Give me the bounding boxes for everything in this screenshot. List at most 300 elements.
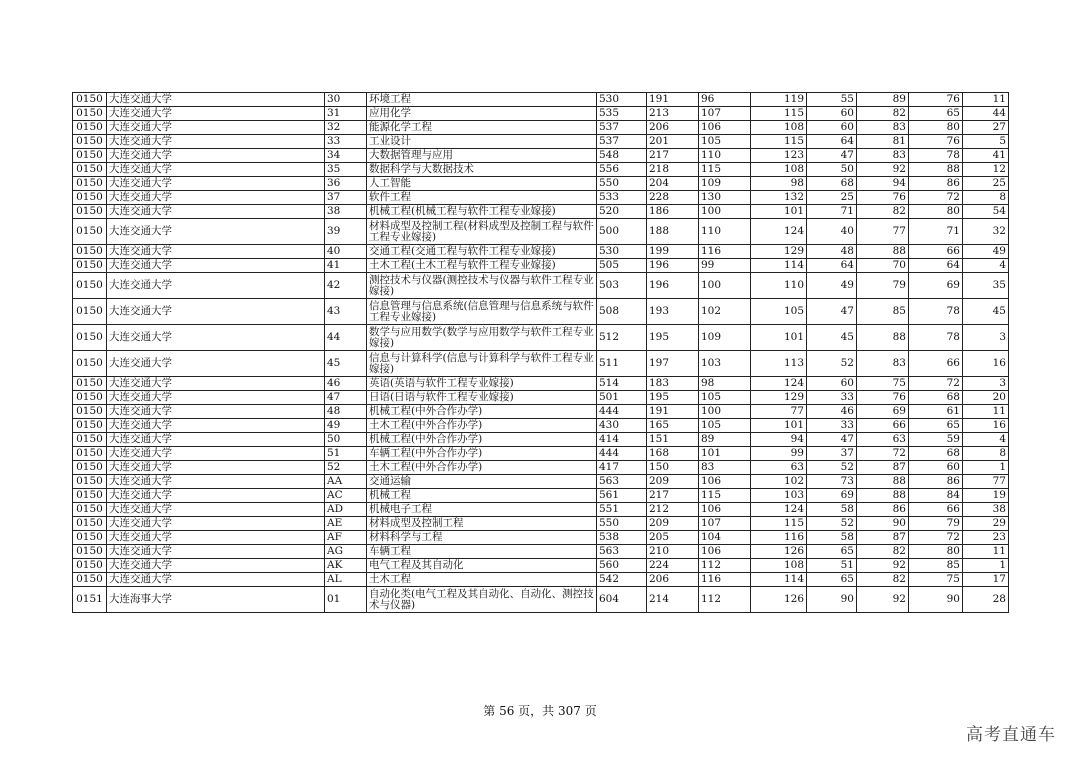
score-a-cell: 193 bbox=[647, 299, 699, 325]
score-b-cell: 130 bbox=[699, 191, 751, 205]
table-row bbox=[73, 163, 1009, 177]
score-total-cell: 548 bbox=[597, 149, 647, 163]
score-f-cell: 66 bbox=[909, 351, 963, 377]
score-e-cell: 83 bbox=[857, 351, 909, 377]
score-c-cell: 124 bbox=[751, 377, 807, 391]
school-name-cell: 大连交通大学 bbox=[107, 531, 325, 545]
score-c-cell: 77 bbox=[751, 405, 807, 419]
score-total-cell: 560 bbox=[597, 559, 647, 573]
score-c-cell: 105 bbox=[751, 299, 807, 325]
table-row bbox=[73, 587, 1009, 613]
major-name-cell: 应用化学 bbox=[367, 107, 597, 121]
score-d-cell: 58 bbox=[807, 503, 857, 517]
score-total-cell: 520 bbox=[597, 205, 647, 219]
school-name-cell: 大连交通大学 bbox=[107, 545, 325, 559]
score-c-cell: 98 bbox=[751, 177, 807, 191]
score-total-cell: 501 bbox=[597, 391, 647, 405]
major-code-cell: 39 bbox=[325, 219, 367, 245]
score-f-cell: 68 bbox=[909, 391, 963, 405]
major-name-cell: 信息管理与信息系统(信息管理与信息系统与软件工程专业嫁接) bbox=[367, 299, 597, 325]
table-row bbox=[73, 531, 1009, 545]
score-a-cell: 186 bbox=[647, 205, 699, 219]
score-c-cell: 114 bbox=[751, 573, 807, 587]
count-cell: 4 bbox=[963, 259, 1009, 273]
score-total-cell: 530 bbox=[597, 93, 647, 107]
score-b-cell: 103 bbox=[699, 351, 751, 377]
score-e-cell: 87 bbox=[857, 461, 909, 475]
score-b-cell: 112 bbox=[699, 559, 751, 573]
count-cell: 11 bbox=[963, 545, 1009, 559]
score-total-cell: 505 bbox=[597, 259, 647, 273]
score-e-cell: 81 bbox=[857, 135, 909, 149]
score-f-cell: 66 bbox=[909, 503, 963, 517]
school-name-cell: 大连交通大学 bbox=[107, 503, 325, 517]
score-e-cell: 82 bbox=[857, 573, 909, 587]
watermark: 高考直通车 bbox=[966, 725, 1056, 745]
score-c-cell: 114 bbox=[751, 259, 807, 273]
score-f-cell: 88 bbox=[909, 163, 963, 177]
score-c-cell: 113 bbox=[751, 351, 807, 377]
school-name-cell: 大连交通大学 bbox=[107, 299, 325, 325]
score-d-cell: 50 bbox=[807, 163, 857, 177]
major-code-cell: 44 bbox=[325, 325, 367, 351]
count-cell: 19 bbox=[963, 489, 1009, 503]
score-a-cell: 217 bbox=[647, 489, 699, 503]
school-code-cell: 0150 bbox=[73, 219, 107, 245]
score-b-cell: 116 bbox=[699, 245, 751, 259]
score-f-cell: 86 bbox=[909, 475, 963, 489]
score-e-cell: 87 bbox=[857, 531, 909, 545]
school-code-cell: 0150 bbox=[73, 273, 107, 299]
score-a-cell: 165 bbox=[647, 419, 699, 433]
score-c-cell: 115 bbox=[751, 135, 807, 149]
score-e-cell: 83 bbox=[857, 149, 909, 163]
score-a-cell: 224 bbox=[647, 559, 699, 573]
score-b-cell: 110 bbox=[699, 149, 751, 163]
school-name-cell: 大连交通大学 bbox=[107, 191, 325, 205]
score-d-cell: 52 bbox=[807, 517, 857, 531]
major-name-cell: 机械工程(中外合作办学) bbox=[367, 433, 597, 447]
score-b-cell: 101 bbox=[699, 447, 751, 461]
count-cell: 28 bbox=[963, 587, 1009, 613]
score-c-cell: 99 bbox=[751, 447, 807, 461]
school-name-cell: 大连交通大学 bbox=[107, 433, 325, 447]
count-cell: 11 bbox=[963, 93, 1009, 107]
score-e-cell: 88 bbox=[857, 489, 909, 503]
major-code-cell: AG bbox=[325, 545, 367, 559]
score-f-cell: 72 bbox=[909, 531, 963, 545]
major-name-cell: 土木工程(中外合作办学) bbox=[367, 419, 597, 433]
score-total-cell: 550 bbox=[597, 177, 647, 191]
score-b-cell: 107 bbox=[699, 517, 751, 531]
count-cell: 44 bbox=[963, 107, 1009, 121]
score-d-cell: 55 bbox=[807, 93, 857, 107]
score-b-cell: 115 bbox=[699, 163, 751, 177]
school-code-cell: 0150 bbox=[73, 121, 107, 135]
score-d-cell: 65 bbox=[807, 545, 857, 559]
score-f-cell: 61 bbox=[909, 405, 963, 419]
table-row bbox=[73, 475, 1009, 489]
count-cell: 25 bbox=[963, 177, 1009, 191]
score-c-cell: 101 bbox=[751, 325, 807, 351]
score-f-cell: 80 bbox=[909, 121, 963, 135]
school-name-cell: 大连交通大学 bbox=[107, 135, 325, 149]
table-row bbox=[73, 377, 1009, 391]
score-d-cell: 33 bbox=[807, 419, 857, 433]
score-a-cell: 191 bbox=[647, 405, 699, 419]
score-c-cell: 126 bbox=[751, 587, 807, 613]
count-cell: 38 bbox=[963, 503, 1009, 517]
table-row bbox=[73, 273, 1009, 299]
score-c-cell: 101 bbox=[751, 205, 807, 219]
score-e-cell: 77 bbox=[857, 219, 909, 245]
major-name-cell: 机械电子工程 bbox=[367, 503, 597, 517]
score-d-cell: 60 bbox=[807, 121, 857, 135]
major-name-cell: 土木工程(中外合作办学) bbox=[367, 461, 597, 475]
major-name-cell: 能源化学工程 bbox=[367, 121, 597, 135]
score-e-cell: 92 bbox=[857, 559, 909, 573]
school-name-cell: 大连交通大学 bbox=[107, 163, 325, 177]
major-code-cell: 33 bbox=[325, 135, 367, 149]
score-d-cell: 51 bbox=[807, 559, 857, 573]
table-row bbox=[73, 245, 1009, 259]
score-total-cell: 535 bbox=[597, 107, 647, 121]
score-total-cell: 537 bbox=[597, 135, 647, 149]
school-code-cell: 0150 bbox=[73, 149, 107, 163]
school-name-cell: 大连交通大学 bbox=[107, 107, 325, 121]
score-b-cell: 106 bbox=[699, 475, 751, 489]
count-cell: 35 bbox=[963, 273, 1009, 299]
score-e-cell: 82 bbox=[857, 205, 909, 219]
score-f-cell: 66 bbox=[909, 245, 963, 259]
major-code-cell: 32 bbox=[325, 121, 367, 135]
score-a-cell: 205 bbox=[647, 531, 699, 545]
major-name-cell: 材料成型及控制工程(材料成型及控制工程与软件工程专业嫁接) bbox=[367, 219, 597, 245]
score-b-cell: 100 bbox=[699, 205, 751, 219]
table-row bbox=[73, 447, 1009, 461]
count-cell: 16 bbox=[963, 351, 1009, 377]
score-a-cell: 210 bbox=[647, 545, 699, 559]
school-code-cell: 0150 bbox=[73, 573, 107, 587]
score-a-cell: 209 bbox=[647, 517, 699, 531]
score-e-cell: 63 bbox=[857, 433, 909, 447]
table-row bbox=[73, 351, 1009, 377]
score-d-cell: 37 bbox=[807, 447, 857, 461]
score-total-cell: 444 bbox=[597, 447, 647, 461]
count-cell: 77 bbox=[963, 475, 1009, 489]
score-total-cell: 563 bbox=[597, 475, 647, 489]
major-name-cell: 机械工程(机械工程与软件工程专业嫁接) bbox=[367, 205, 597, 219]
count-cell: 3 bbox=[963, 325, 1009, 351]
score-b-cell: 109 bbox=[699, 177, 751, 191]
score-c-cell: 129 bbox=[751, 391, 807, 405]
score-d-cell: 46 bbox=[807, 405, 857, 419]
score-f-cell: 90 bbox=[909, 587, 963, 613]
major-name-cell: 土木工程 bbox=[367, 573, 597, 587]
score-f-cell: 78 bbox=[909, 149, 963, 163]
major-name-cell: 数据科学与大数据技术 bbox=[367, 163, 597, 177]
major-name-cell: 信息与计算科学(信息与计算科学与软件工程专业嫁接) bbox=[367, 351, 597, 377]
major-name-cell: 材料成型及控制工程 bbox=[367, 517, 597, 531]
score-b-cell: 115 bbox=[699, 489, 751, 503]
score-c-cell: 63 bbox=[751, 461, 807, 475]
score-c-cell: 108 bbox=[751, 163, 807, 177]
count-cell: 23 bbox=[963, 531, 1009, 545]
school-name-cell: 大连交通大学 bbox=[107, 177, 325, 191]
table-row bbox=[73, 517, 1009, 531]
school-code-cell: 0150 bbox=[73, 205, 107, 219]
score-total-cell: 537 bbox=[597, 121, 647, 135]
major-name-cell: 测控技术与仪器(测控技术与仪器与软件工程专业嫁接) bbox=[367, 273, 597, 299]
score-b-cell: 106 bbox=[699, 545, 751, 559]
score-e-cell: 92 bbox=[857, 163, 909, 177]
score-a-cell: 195 bbox=[647, 325, 699, 351]
major-code-cell: AD bbox=[325, 503, 367, 517]
school-code-cell: 0150 bbox=[73, 475, 107, 489]
score-total-cell: 556 bbox=[597, 163, 647, 177]
school-name-cell: 大连交通大学 bbox=[107, 489, 325, 503]
count-cell: 32 bbox=[963, 219, 1009, 245]
major-code-cell: 46 bbox=[325, 377, 367, 391]
table-row bbox=[73, 121, 1009, 135]
score-d-cell: 40 bbox=[807, 219, 857, 245]
table-row bbox=[73, 191, 1009, 205]
score-a-cell: 213 bbox=[647, 107, 699, 121]
school-code-cell: 0150 bbox=[73, 559, 107, 573]
score-total-cell: 551 bbox=[597, 503, 647, 517]
score-total-cell: 514 bbox=[597, 377, 647, 391]
score-total-cell: 538 bbox=[597, 531, 647, 545]
score-e-cell: 69 bbox=[857, 405, 909, 419]
major-code-cell: 36 bbox=[325, 177, 367, 191]
score-a-cell: 204 bbox=[647, 177, 699, 191]
score-total-cell: 414 bbox=[597, 433, 647, 447]
major-name-cell: 自动化类(电气工程及其自动化、自动化、测控技术与仪器) bbox=[367, 587, 597, 613]
school-code-cell: 0150 bbox=[73, 447, 107, 461]
major-code-cell: AE bbox=[325, 517, 367, 531]
major-code-cell: AL bbox=[325, 573, 367, 587]
score-a-cell: 217 bbox=[647, 149, 699, 163]
score-a-cell: 212 bbox=[647, 503, 699, 517]
score-d-cell: 60 bbox=[807, 377, 857, 391]
school-code-cell: 0150 bbox=[73, 433, 107, 447]
table-row bbox=[73, 149, 1009, 163]
major-name-cell: 软件工程 bbox=[367, 191, 597, 205]
score-b-cell: 110 bbox=[699, 219, 751, 245]
score-c-cell: 123 bbox=[751, 149, 807, 163]
major-code-cell: 49 bbox=[325, 419, 367, 433]
major-name-cell: 英语(英语与软件工程专业嫁接) bbox=[367, 377, 597, 391]
score-e-cell: 83 bbox=[857, 121, 909, 135]
score-d-cell: 68 bbox=[807, 177, 857, 191]
score-f-cell: 78 bbox=[909, 325, 963, 351]
major-name-cell: 交通工程(交通工程与软件工程专业嫁接) bbox=[367, 245, 597, 259]
score-d-cell: 47 bbox=[807, 433, 857, 447]
school-code-cell: 0150 bbox=[73, 517, 107, 531]
score-f-cell: 60 bbox=[909, 461, 963, 475]
score-b-cell: 99 bbox=[699, 259, 751, 273]
score-total-cell: 503 bbox=[597, 273, 647, 299]
score-total-cell: 511 bbox=[597, 351, 647, 377]
major-code-cell: 35 bbox=[325, 163, 367, 177]
score-d-cell: 48 bbox=[807, 245, 857, 259]
score-d-cell: 47 bbox=[807, 149, 857, 163]
major-code-cell: AF bbox=[325, 531, 367, 545]
score-c-cell: 103 bbox=[751, 489, 807, 503]
score-b-cell: 105 bbox=[699, 135, 751, 149]
score-a-cell: 206 bbox=[647, 121, 699, 135]
score-b-cell: 98 bbox=[699, 377, 751, 391]
count-cell: 1 bbox=[963, 461, 1009, 475]
count-cell: 5 bbox=[963, 135, 1009, 149]
score-total-cell: 500 bbox=[597, 219, 647, 245]
score-f-cell: 85 bbox=[909, 559, 963, 573]
score-e-cell: 76 bbox=[857, 391, 909, 405]
school-code-cell: 0150 bbox=[73, 503, 107, 517]
score-e-cell: 79 bbox=[857, 273, 909, 299]
score-d-cell: 45 bbox=[807, 325, 857, 351]
score-d-cell: 65 bbox=[807, 573, 857, 587]
school-name-cell: 大连交通大学 bbox=[107, 391, 325, 405]
table-row bbox=[73, 107, 1009, 121]
school-code-cell: 0150 bbox=[73, 163, 107, 177]
score-b-cell: 116 bbox=[699, 573, 751, 587]
score-f-cell: 79 bbox=[909, 517, 963, 531]
count-cell: 41 bbox=[963, 149, 1009, 163]
major-code-cell: 01 bbox=[325, 587, 367, 613]
major-name-cell: 大数据管理与应用 bbox=[367, 149, 597, 163]
admission-table bbox=[72, 92, 1009, 613]
score-b-cell: 100 bbox=[699, 405, 751, 419]
school-name-cell: 大连海事大学 bbox=[107, 587, 325, 613]
score-d-cell: 52 bbox=[807, 461, 857, 475]
score-a-cell: 151 bbox=[647, 433, 699, 447]
score-f-cell: 80 bbox=[909, 205, 963, 219]
school-code-cell: 0150 bbox=[73, 325, 107, 351]
score-c-cell: 116 bbox=[751, 531, 807, 545]
score-total-cell: 444 bbox=[597, 405, 647, 419]
table-row bbox=[73, 299, 1009, 325]
major-name-cell: 日语(日语与软件工程专业嫁接) bbox=[367, 391, 597, 405]
score-total-cell: 530 bbox=[597, 245, 647, 259]
school-name-cell: 大连交通大学 bbox=[107, 121, 325, 135]
count-cell: 11 bbox=[963, 405, 1009, 419]
major-code-cell: 48 bbox=[325, 405, 367, 419]
score-f-cell: 86 bbox=[909, 177, 963, 191]
school-name-cell: 大连交通大学 bbox=[107, 205, 325, 219]
count-cell: 54 bbox=[963, 205, 1009, 219]
score-a-cell: 201 bbox=[647, 135, 699, 149]
score-a-cell: 150 bbox=[647, 461, 699, 475]
table-row bbox=[73, 503, 1009, 517]
score-e-cell: 76 bbox=[857, 191, 909, 205]
school-name-cell: 大连交通大学 bbox=[107, 475, 325, 489]
major-code-cell: 42 bbox=[325, 273, 367, 299]
count-cell: 17 bbox=[963, 573, 1009, 587]
score-f-cell: 80 bbox=[909, 545, 963, 559]
school-code-cell: 0150 bbox=[73, 135, 107, 149]
school-name-cell: 大连交通大学 bbox=[107, 419, 325, 433]
score-total-cell: 561 bbox=[597, 489, 647, 503]
page-footer: 第 56 页，共 307 页 bbox=[483, 704, 597, 718]
score-d-cell: 52 bbox=[807, 351, 857, 377]
score-total-cell: 430 bbox=[597, 419, 647, 433]
score-c-cell: 126 bbox=[751, 545, 807, 559]
major-name-cell: 机械工程 bbox=[367, 489, 597, 503]
major-code-cell: 40 bbox=[325, 245, 367, 259]
score-total-cell: 542 bbox=[597, 573, 647, 587]
major-code-cell: 43 bbox=[325, 299, 367, 325]
count-cell: 8 bbox=[963, 191, 1009, 205]
major-name-cell: 土木工程(土木工程与软件工程专业嫁接) bbox=[367, 259, 597, 273]
score-b-cell: 100 bbox=[699, 273, 751, 299]
table-row bbox=[73, 461, 1009, 475]
score-e-cell: 82 bbox=[857, 545, 909, 559]
score-c-cell: 108 bbox=[751, 121, 807, 135]
score-f-cell: 76 bbox=[909, 135, 963, 149]
score-e-cell: 88 bbox=[857, 245, 909, 259]
major-code-cell: 41 bbox=[325, 259, 367, 273]
score-d-cell: 25 bbox=[807, 191, 857, 205]
score-total-cell: 563 bbox=[597, 545, 647, 559]
score-e-cell: 92 bbox=[857, 587, 909, 613]
score-e-cell: 89 bbox=[857, 93, 909, 107]
major-name-cell: 电气工程及其自动化 bbox=[367, 559, 597, 573]
school-name-cell: 大连交通大学 bbox=[107, 447, 325, 461]
major-code-cell: 51 bbox=[325, 447, 367, 461]
score-e-cell: 86 bbox=[857, 503, 909, 517]
major-name-cell: 车辆工程 bbox=[367, 545, 597, 559]
school-code-cell: 0150 bbox=[73, 531, 107, 545]
score-b-cell: 89 bbox=[699, 433, 751, 447]
score-a-cell: 228 bbox=[647, 191, 699, 205]
major-name-cell: 人工智能 bbox=[367, 177, 597, 191]
score-d-cell: 64 bbox=[807, 135, 857, 149]
score-d-cell: 64 bbox=[807, 259, 857, 273]
score-f-cell: 72 bbox=[909, 191, 963, 205]
table-row bbox=[73, 93, 1009, 107]
school-code-cell: 0150 bbox=[73, 245, 107, 259]
score-a-cell: 218 bbox=[647, 163, 699, 177]
table-body bbox=[73, 93, 1009, 613]
major-code-cell: 45 bbox=[325, 351, 367, 377]
score-total-cell: 550 bbox=[597, 517, 647, 531]
school-code-cell: 0150 bbox=[73, 419, 107, 433]
major-name-cell: 工业设计 bbox=[367, 135, 597, 149]
score-a-cell: 214 bbox=[647, 587, 699, 613]
score-b-cell: 106 bbox=[699, 121, 751, 135]
count-cell: 16 bbox=[963, 419, 1009, 433]
school-name-cell: 大连交通大学 bbox=[107, 219, 325, 245]
score-c-cell: 124 bbox=[751, 219, 807, 245]
table-row bbox=[73, 177, 1009, 191]
major-name-cell: 机械工程(中外合作办学) bbox=[367, 405, 597, 419]
major-code-cell: AC bbox=[325, 489, 367, 503]
school-name-cell: 大连交通大学 bbox=[107, 405, 325, 419]
score-e-cell: 75 bbox=[857, 377, 909, 391]
score-c-cell: 124 bbox=[751, 503, 807, 517]
school-name-cell: 大连交通大学 bbox=[107, 93, 325, 107]
score-f-cell: 69 bbox=[909, 273, 963, 299]
score-total-cell: 533 bbox=[597, 191, 647, 205]
score-total-cell: 508 bbox=[597, 299, 647, 325]
score-c-cell: 115 bbox=[751, 107, 807, 121]
score-c-cell: 119 bbox=[751, 93, 807, 107]
score-f-cell: 76 bbox=[909, 93, 963, 107]
school-name-cell: 大连交通大学 bbox=[107, 517, 325, 531]
score-a-cell: 196 bbox=[647, 259, 699, 273]
school-code-cell: 0150 bbox=[73, 545, 107, 559]
